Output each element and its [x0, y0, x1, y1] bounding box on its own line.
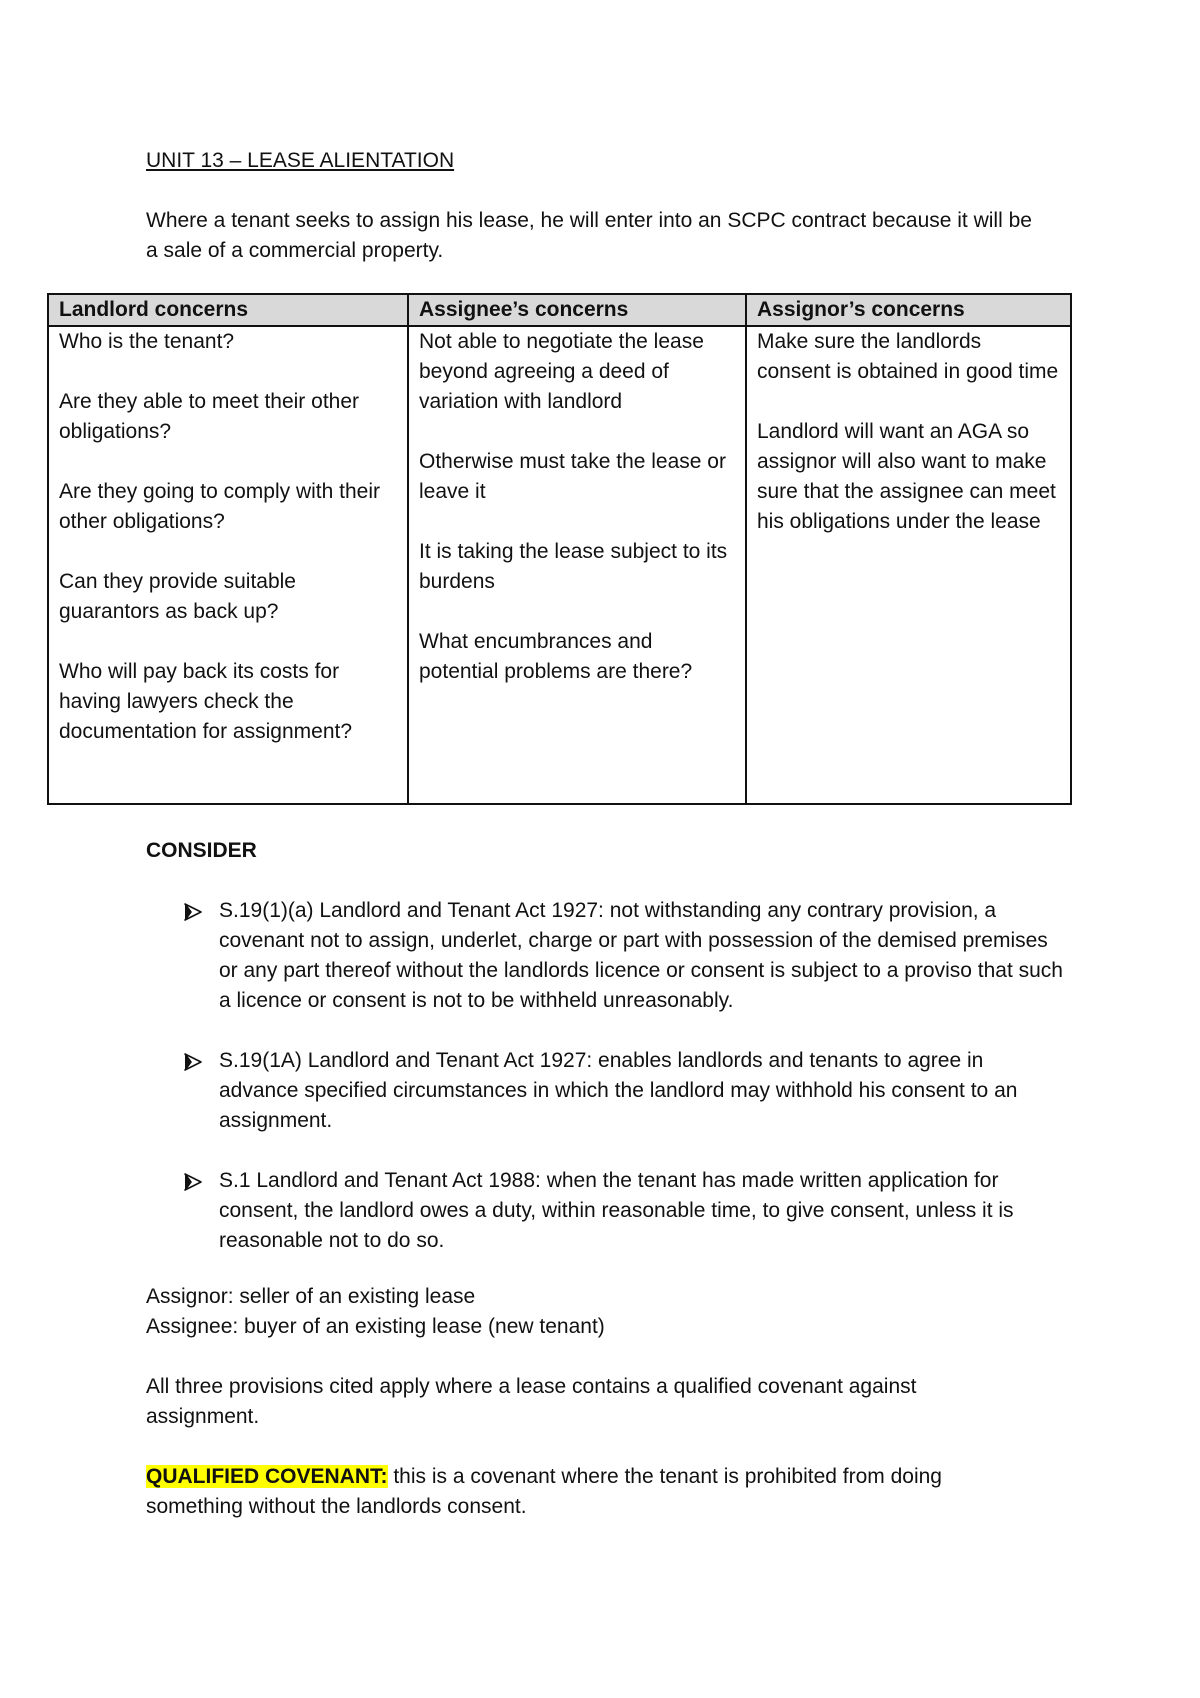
assignor-concerns-cell: [746, 326, 1071, 804]
paragraph-gap: [419, 417, 735, 447]
landlord-concern: Who will pay back its costs for having lawyers check the documentation for assignment?: [59, 660, 353, 743]
landlord-concern: Can they provide suitable guarantors as back up?: [59, 570, 296, 623]
provisions-list: [183, 896, 1063, 1286]
arrowhead-bullet-icon: [183, 1166, 205, 1196]
landlord-concern: Are they able to meet their other obligations?: [59, 390, 359, 443]
arrowhead-bullet-icon: [183, 1046, 205, 1076]
landlord-concerns-cell: [48, 326, 408, 804]
header-assignee-concerns: Assignee’s concerns: [408, 294, 746, 326]
assignee-concern: Otherwise must take the lease or leave it: [419, 450, 726, 503]
assignor-concern: Landlord will want an AGA so assignor will also want to make sure that the assignee can meet his obligations under the lease: [757, 420, 1056, 533]
qualified-covenant-paragraph: [146, 1462, 1026, 1522]
qualified-covenant-definition: this is a covenant where the tenant is prohibited from doing something without the landlords consent.: [146, 1465, 942, 1518]
header-assignor-concerns: Assignor’s concerns: [746, 294, 1071, 326]
provision-text: S.19(1A) Landlord and Tenant Act 1927: enables landlords and tenants to agree in advance specified circumstances in which the landlord may withhold his consent to an assignment.: [219, 1049, 1018, 1132]
paragraph-gap: [59, 537, 397, 567]
consider-heading: CONSIDER: [146, 839, 257, 862]
list-item: [183, 1166, 1063, 1256]
paragraph-gap: [59, 447, 397, 477]
paragraph-gap: [59, 627, 397, 657]
page-title: UNIT 13 – LEASE ALIENTATION: [146, 149, 455, 172]
concerns-table: [47, 293, 1072, 805]
list-item: [183, 896, 1063, 1016]
assignee-concern: What encumbrances and potential problems are there?: [419, 630, 693, 683]
landlord-concern: Are they going to comply with their other obligations?: [59, 480, 380, 533]
landlord-concern: Who is the tenant?: [59, 330, 235, 353]
table-header-row: [48, 294, 1071, 326]
assignee-concerns-cell: [408, 326, 746, 804]
arrowhead-bullet-icon: [183, 896, 205, 926]
assignee-concern: Not able to negotiate the lease beyond agreeing a deed of variation with landlord: [419, 330, 704, 413]
assignee-definition: Assignee: buyer of an existing lease (new tenant): [146, 1315, 605, 1338]
assignor-definition: Assignor: seller of an existing lease: [146, 1285, 476, 1308]
applies-note: All three provisions cited apply where a lease contains a qualified covenant against assignment.: [146, 1375, 917, 1428]
intro-paragraph: Where a tenant seeks to assign his lease, he will enter into an SCPC contract because it will be a sale of a commercial property.: [146, 209, 1032, 262]
paragraph-gap: [419, 507, 735, 537]
paragraph-gap: [59, 357, 397, 387]
list-item: [183, 1046, 1063, 1136]
definitions-block: [146, 1282, 1046, 1342]
assignee-concern: It is taking the lease subject to its burdens: [419, 540, 728, 593]
table-row: [48, 326, 1071, 804]
header-landlord-concerns: Landlord concerns: [48, 294, 408, 326]
assignor-concern: Make sure the landlords consent is obtained in good time: [757, 330, 1059, 383]
provision-text: S.1 Landlord and Tenant Act 1988: when the tenant has made written application for consent, the landlord owes a duty, within reasonable time, to give consent, unless it is reasonable not to do so.: [219, 1169, 1014, 1252]
qualified-covenant-term: QUALIFIED COVENANT:: [146, 1465, 388, 1488]
paragraph-gap: [419, 597, 735, 627]
provision-text: S.19(1)(a) Landlord and Tenant Act 1927: not withstanding any contrary provision, a covenant not to assign, underlet, charge or part with possession of the demised premises or any part thereof without the landlords licence or consent is subject to a proviso that such a licence or consent is not to be withheld unreasonably.: [219, 899, 1063, 1012]
paragraph-gap: [757, 387, 1060, 417]
